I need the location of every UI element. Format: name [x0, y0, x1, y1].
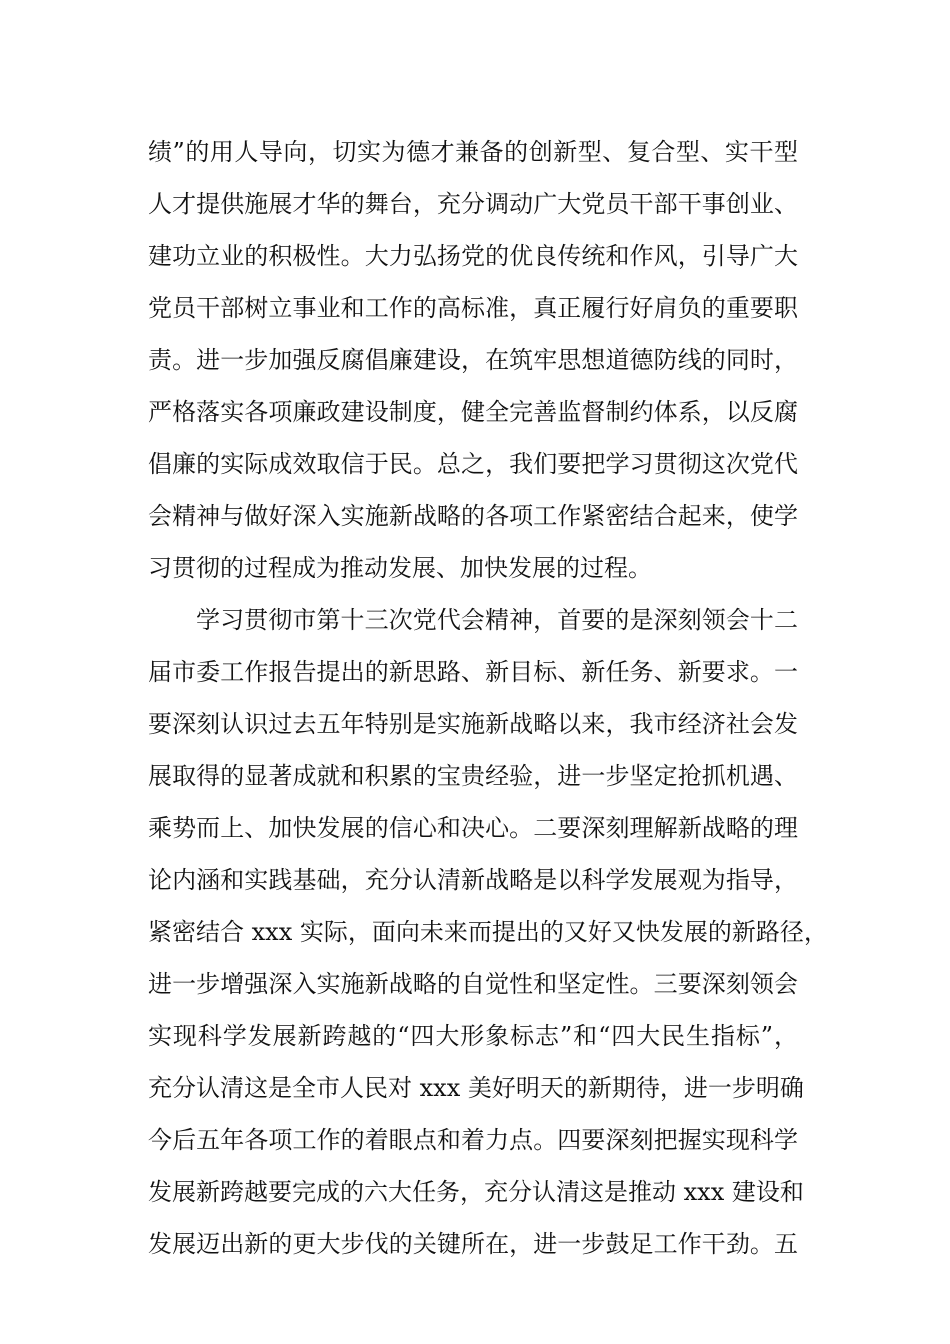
text-line: 发展新跨越要完成的六大任务，充分认清这是推动 xxx 建设和 [148, 1178, 804, 1206]
text-line: 习贯彻的过程成为推动发展、加快发展的过程。 [148, 554, 652, 582]
text-line: 届市委工作报告提出的新思路、新目标、新任务、新要求。一 [148, 658, 798, 686]
text-line: 党员干部树立事业和工作的高标准，真正履行好肩负的重要职 [148, 294, 798, 322]
text-line: 绩”的用人导向，切实为德才兼备的创新型、复合型、实干型 [148, 138, 798, 166]
text-line: 实现科学发展新跨越的“四大形象标志”和“四大民生指标”， [148, 1022, 798, 1050]
text-line: 要深刻认识过去五年特别是实施新战略以来，我市经济社会发 [148, 710, 798, 738]
text-line: 今后五年各项工作的着眼点和着力点。四要深刻把握实现科学 [148, 1126, 798, 1154]
text-line: 发展迈出新的更大步伐的关键所在，进一步鼓足工作干劲。五 [148, 1230, 798, 1258]
text-line: 展取得的显著成就和积累的宝贵经验，进一步坚定抢抓机遇、 [148, 762, 798, 790]
text-line: 紧密结合 xxx 实际，面向未来而提出的又好又快发展的新路径， [148, 918, 828, 946]
text-line: 倡廉的实际成效取信于民。总之，我们要把学习贯彻这次党代 [148, 450, 798, 478]
paragraph-first-line: 学习贯彻市第十三次党代会精神，首要的是深刻领会十二 [196, 606, 798, 634]
text-line: 人才提供施展才华的舞台，充分调动广大党员干部干事创业、 [148, 190, 798, 218]
text-line: 会精神与做好深入实施新战略的各项工作紧密结合起来，使学 [148, 502, 798, 530]
text-line: 乘势而上、加快发展的信心和决心。二要深刻理解新战略的理 [148, 814, 798, 842]
text-line: 进一步增强深入实施新战略的自觉性和坚定性。三要深刻领会 [148, 970, 798, 998]
text-line: 建功立业的积极性。大力弘扬党的优良传统和作风，引导广大 [148, 242, 798, 270]
text-line: 责。进一步加强反腐倡廉建设，在筑牢思想道德防线的同时， [148, 346, 798, 374]
text-line: 严格落实各项廉政建设制度，健全完善监督制约体系，以反腐 [148, 398, 798, 426]
text-line: 充分认清这是全市人民对 xxx 美好明天的新期待，进一步明确 [148, 1074, 804, 1102]
text-line: 论内涵和实践基础，充分认清新战略是以科学发展观为指导， [148, 866, 798, 894]
